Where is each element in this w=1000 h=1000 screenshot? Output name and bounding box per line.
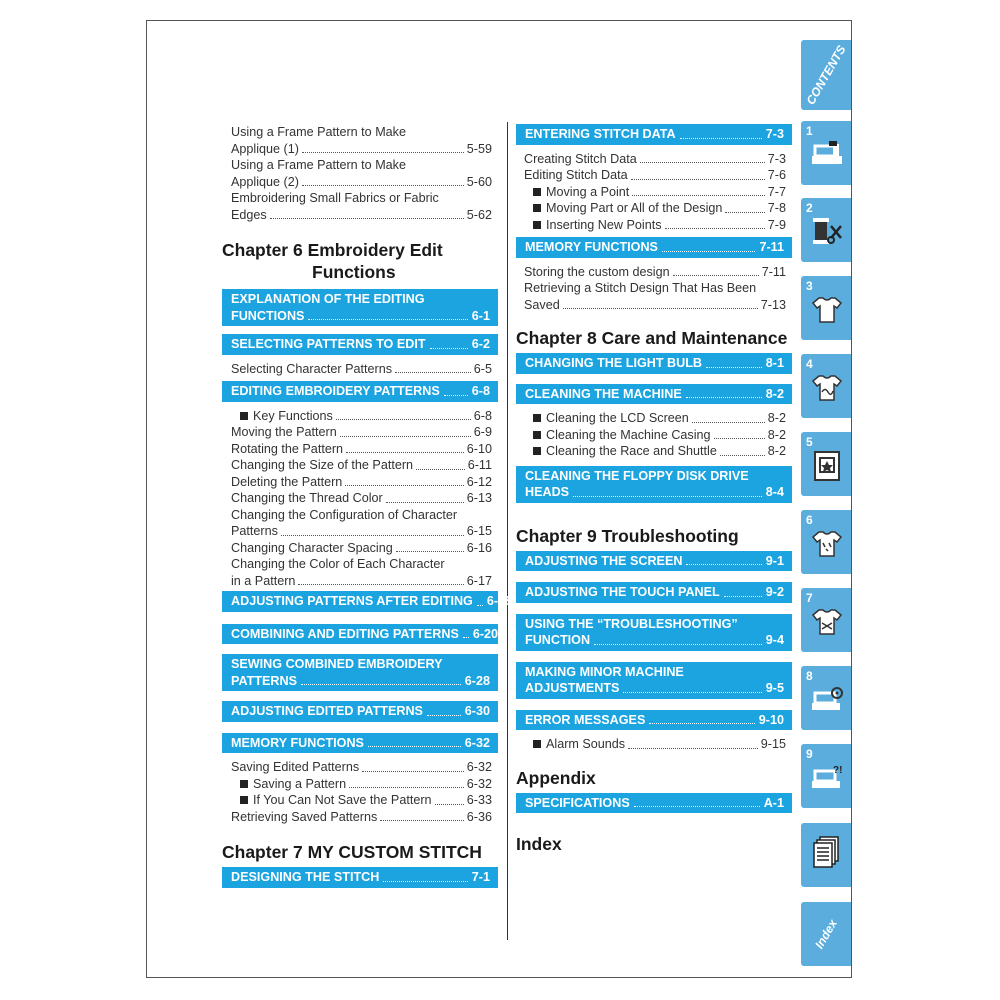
tshirt-edit-icon (807, 526, 847, 562)
tab-contents[interactable]: CONTENTS (801, 40, 851, 110)
tab-appendix[interactable] (801, 823, 851, 887)
section-bar[interactable]: SPECIFICATIONS A-1 (516, 793, 792, 814)
tshirt-icon (807, 292, 847, 328)
section-bar[interactable]: ERROR MESSAGES 9-10 (516, 710, 792, 731)
section-bar[interactable]: CLEANING THE MACHINE 8-2 (516, 384, 792, 405)
sewing-machine-icon (807, 137, 847, 173)
tab-chapter-9[interactable]: 9 ?! (801, 744, 851, 808)
section-bar[interactable]: ADJUSTING THE SCREEN 9-1 (516, 551, 792, 572)
document-stack-icon (807, 835, 847, 871)
toc-entry[interactable]: Deleting the Pattern 6-12 (231, 474, 492, 489)
toc-entry[interactable]: Changing the Size of the Pattern 6-11 (231, 458, 492, 472)
toc-entry[interactable]: Applique (1) 5-59 (231, 141, 492, 156)
chapter-heading: Chapter 9 Troubleshooting (516, 525, 739, 546)
section-bar[interactable]: ENTERING STITCH DATA 7-3 (516, 124, 792, 145)
toc-entry[interactable]: Selecting Character Patterns 6-5 (231, 361, 492, 376)
tab-chapter-2[interactable]: 2 (801, 198, 851, 262)
section-bar[interactable]: EXPLANATION OF THE EDITING FUNCTIONS 6-1 (222, 289, 498, 326)
svg-text:?!: ?! (833, 765, 843, 776)
section-bar[interactable]: ADJUSTING THE TOUCH PANEL 9-2 (516, 582, 792, 603)
tab-chapter-3[interactable]: 3 (801, 276, 851, 340)
section-bar[interactable]: COMBINING AND EDITING PATTERNS 6-20 (222, 624, 498, 645)
section-bar[interactable]: MEMORY FUNCTIONS 7-11 (516, 237, 792, 258)
toc-entry[interactable]: Inserting New Points 7-9 (524, 217, 786, 234)
right-column (516, 124, 792, 855)
section-bar[interactable]: SELECTING PATTERNS TO EDIT 6-2 (222, 334, 498, 355)
chapter-heading: Appendix (516, 767, 596, 788)
tab-chapter-4[interactable]: 4 (801, 354, 851, 418)
toc-entry[interactable]: Moving the Pattern 6-9 (231, 425, 492, 439)
toc-entry[interactable]: Alarm Sounds 9-15 (524, 736, 786, 753)
tab-chapter-6[interactable]: 6 (801, 510, 851, 574)
toc-entry[interactable]: Storing the custom design 7-11 (524, 264, 786, 279)
chapter-heading: Index (516, 834, 562, 854)
toc-entry[interactable]: Changing the Thread Color 6-13 (231, 491, 492, 505)
left-column (222, 124, 513, 888)
section-bar[interactable]: CLEANING THE FLOPPY DISK DRIVE HEADS 8-4 (516, 466, 792, 503)
toc-entry-line: Changing the Configuration of Character (231, 507, 458, 522)
section-bar[interactable]: ADJUSTING EDITED PATTERNS 6-30 (222, 701, 498, 722)
column-divider (507, 122, 508, 940)
embroidery-frame-icon (807, 448, 847, 484)
toc-entry[interactable]: Editing Stitch Data 7-6 (524, 168, 786, 182)
section-bar[interactable]: MEMORY FUNCTIONS 6-32 (222, 733, 498, 754)
toc-entry[interactable]: Patterns 6-15 (231, 524, 492, 538)
toc-entry[interactable]: Cleaning the LCD Screen 8-2 (524, 410, 786, 427)
section-bar[interactable]: DESIGNING THE STITCH 7-1 (222, 867, 498, 888)
toc-entry[interactable]: in a Pattern 6-17 (231, 573, 492, 588)
tab-chapter-8[interactable]: 8 (801, 666, 851, 730)
toc-entry[interactable]: Applique (2) 5-60 (231, 174, 492, 189)
section-bar[interactable]: SEWING COMBINED EMBROIDERY PATTERNS 6-28 (222, 654, 498, 691)
chapter-heading: Chapter 6 Embroidery Edit (222, 240, 443, 260)
tab-chapter-5[interactable]: 5 (801, 432, 851, 496)
section-bar[interactable]: USING THE “TROUBLESHOOTING” FUNCTION 9-4 (516, 614, 792, 651)
section-bar[interactable]: ADJUSTING PATTERNS AFTER EDITING 6-18 (222, 591, 498, 612)
machine-trouble-icon (807, 760, 847, 796)
toc-entry-line: Using a Frame Pattern to Make (231, 158, 406, 172)
chapter-heading: Chapter 7 MY CUSTOM STITCH (222, 842, 482, 862)
toc-entry[interactable]: Saving Edited Patterns 6-32 (231, 760, 492, 774)
tab-chapter-7[interactable]: 7 (801, 588, 851, 652)
tab-index[interactable]: Index (801, 902, 851, 966)
toc-entry[interactable]: Edges 5-62 (231, 207, 492, 222)
machine-care-icon (807, 682, 847, 718)
toc-entry[interactable]: If You Can Not Save the Pattern 6-33 (231, 792, 492, 809)
toc-entry[interactable]: Rotating the Pattern 6-10 (231, 441, 492, 456)
section-bar[interactable]: CHANGING THE LIGHT BULB 8-1 (516, 353, 792, 374)
section-bar[interactable]: EDITING EMBROIDERY PATTERNS 6-8 (222, 381, 498, 402)
toc-entry[interactable]: Saved 7-13 (524, 297, 786, 312)
chapter-heading-cont: Functions (312, 262, 396, 282)
toc-entry[interactable]: Retrieving Saved Patterns 6-36 (231, 809, 492, 824)
toc-entry[interactable]: Saving a Pattern 6-32 (231, 776, 492, 793)
toc-entry[interactable]: Moving Part or All of the Design 7-8 (524, 200, 786, 217)
toc-entry[interactable]: Changing Character Spacing 6-16 (231, 540, 492, 555)
toc-entry[interactable]: Key Functions 6-8 (231, 408, 492, 425)
tshirt-abc-icon (807, 370, 847, 406)
toc-entry[interactable]: Cleaning the Race and Shuttle 8-2 (524, 443, 786, 460)
tab-chapter-1[interactable]: 1 (801, 121, 851, 185)
toc-entry[interactable]: Moving a Point 7-7 (524, 184, 786, 201)
toc-entry[interactable]: Creating Stitch Data 7-3 (524, 151, 786, 166)
toc-entry-line: Using a Frame Pattern to Make (231, 125, 406, 139)
toc-entry-line: Retrieving a Stitch Design That Has Been (524, 281, 757, 295)
thread-spool-icon (807, 214, 847, 250)
tshirt-stitch-icon (807, 604, 847, 640)
toc-entry-line: Changing the Color of Each Character (231, 557, 445, 571)
toc-entry-line: Embroidering Small Fabrics or Fabric (231, 191, 439, 205)
section-bar[interactable]: MAKING MINOR MACHINE ADJUSTMENTS 9-5 (516, 662, 792, 699)
toc-entry[interactable]: Cleaning the Machine Casing 8-2 (524, 427, 786, 444)
chapter-heading: Chapter 8 Care and Maintenance (516, 328, 788, 348)
